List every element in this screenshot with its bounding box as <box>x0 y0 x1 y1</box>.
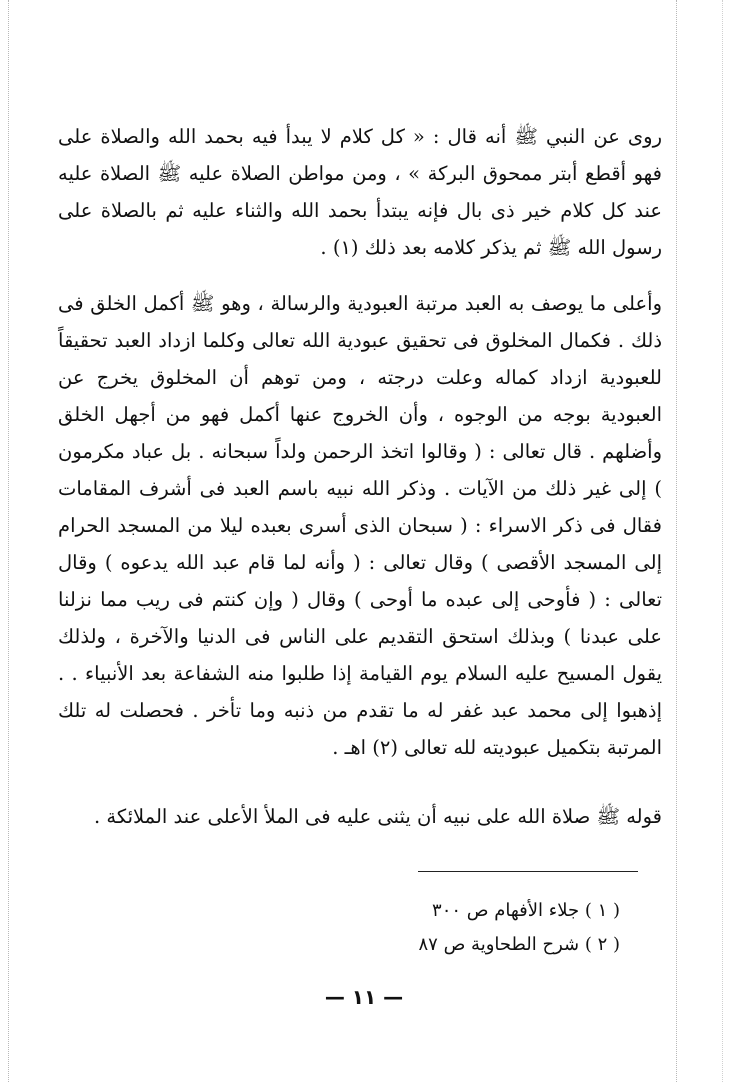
scan-edge-right <box>676 0 677 1082</box>
scan-edge-left <box>8 0 9 1082</box>
paragraph-hadith-opening: روى عن النبي ﷺ أنه قال : « كل كلام لا يبدأ فيه بحمد الله والصلاة على فهو أقطع أبتر ممحوق البركة » ، ومن مواطن الصلاة عليه ﷺ الصلاة عليه عند كل كلام خير ذى بال فإنه يبتدأ بحمد الله والثناء عليه ثم بالصلاة على رسول الله ﷺ ثم يذكر كلامه بعد ذلك (١) . <box>58 125 662 259</box>
page-number: — ١١ — <box>324 985 404 1009</box>
paragraph-prayer-meaning: قوله ﷺ صلاة الله على نبيه أن يثنى عليه فى الملأ الأعلى عند الملائكة . <box>93 805 662 828</box>
footnote-1: ( ١ ) جلاء الأفهام ص ٣٠٠ <box>432 900 620 921</box>
footnotes <box>330 894 620 962</box>
footnote-divider <box>418 871 638 872</box>
footnote-2: ( ٢ ) شرح الطحاوية ص ٨٧ <box>418 934 620 955</box>
paragraph-servitude: وأعلى ما يوصف به العبد مرتبة العبودية والرسالة ، وهو ﷺ أكمل الخلق فى ذلك . فكمال المخلوق فى تحقيق عبودية الله تعالى وكلما ازداد العبد تحقيقاً للعبودية ازداد كماله وعلت درجته ، ومن توهم أن المخلوق يخرج عن العبودية بوجه من الوجوه ، وأن الخروج عنها أكمل فهو من أجهل الخلق وأضلهم . قال تعالى : ( وقالوا اتخذ الرحمن ولداً سبحانه . بل عباد مكرمون ) إلى غير ذلك من الآيات . وذكر الله نبيه باسم العبد فى أشرف المقامات فقال فى ذكر الاسراء : ( سبحان الذى أسرى بعبده ليلا من المسجد الحرام إلى المسجد الأقصى ) وقال تعالى : ( وأنه لما قام عبد الله يدعوه ) وقال تعالى : ( فأوحى إلى عبده ما أوحى ) وقال ( وإن كنتم فى ريب مما نزلنا على عبدنا ) وبذلك استحق التقديم على الناس فى الدنيا والآخرة ، ولذلك يقول المسيح عليه السلام يوم القيامة إذا طلبوا منه الشفاعة بعد الأنبياء . . إذهبوا إلى محمد عبد غفر له ما تقدم من ذنبه وما تأخر . فحصلت له تلك المرتبة بتكميل عبوديته لله تعالى (٢) اهـ . <box>58 292 662 759</box>
scan-edge-far-right <box>722 0 723 1082</box>
